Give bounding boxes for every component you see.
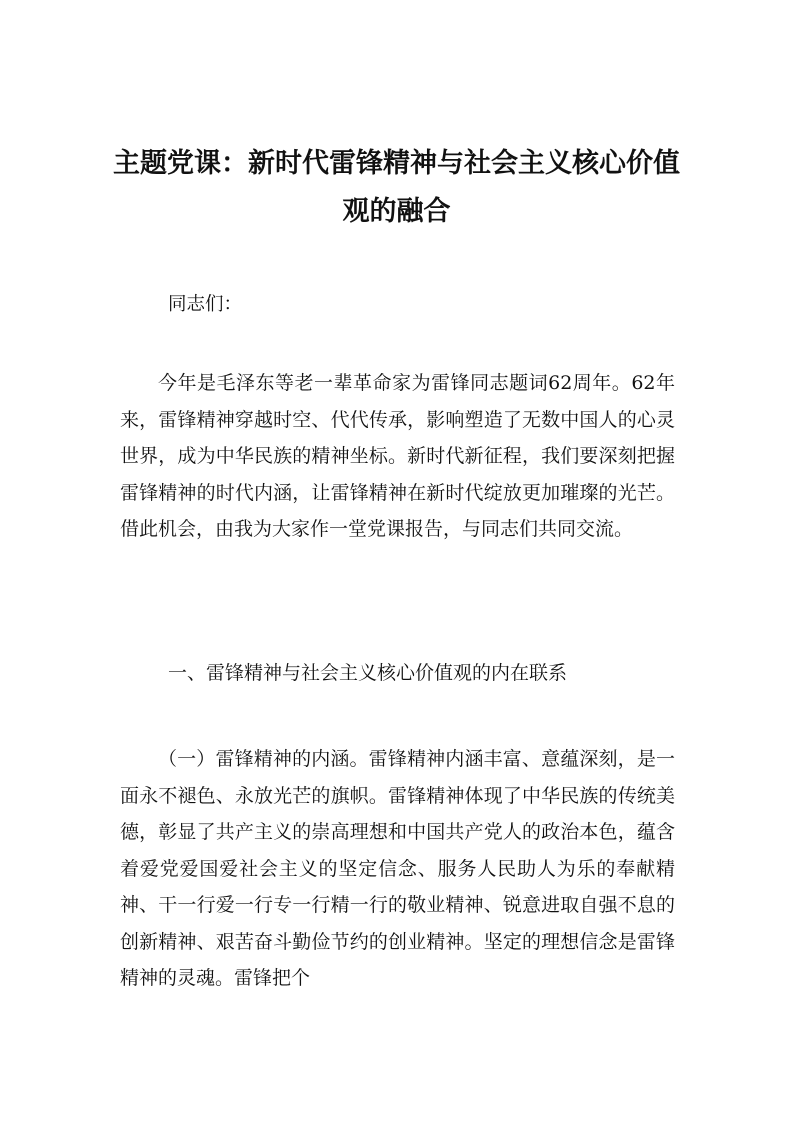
document-title: 主题党课：新时代雷锋精神与社会主义核心价值观的融合 xyxy=(113,148,680,228)
paragraph-section-1: （一）雷锋精神的内涵。雷锋精神内涵丰富、意蕴深刻，是一面永不褪色、永放光芒的旗帜。雷锋精神体现了中华民族的传统美德，彰显了共产主义的崇高理想和中国共产党人的政治本色，蕴含着爱党爱国爱社会主义的坚定信念、服务人民助人为乐的奉献精神、干一行爱一行专一行精一行的敬业精神、锐意进取自强不息的创新精神、艰苦奋斗勤俭节约的创业精神。坚定的理想信念是雷锋精神的灵魂。雷锋把个 xyxy=(120,748,675,989)
paragraph-intro: 今年是毛泽东等老一辈革命家为雷锋同志题词62周年。62年来，雷锋精神穿越时空、代代传承，影响塑造了无数中国人的心灵世界，成为中华民族的精神坐标。新时代新征程，我们要深刻把握雷锋精神的时代内涵，让雷锋精神在新时代绽放更加璀璨的光芒。借此机会，由我为大家作一堂党课报告，与同志们共同交流。 xyxy=(120,372,675,540)
section-heading: 一、雷锋精神与社会主义核心价值观的内在联系 xyxy=(168,662,568,684)
salutation: 同志们： xyxy=(168,294,243,315)
